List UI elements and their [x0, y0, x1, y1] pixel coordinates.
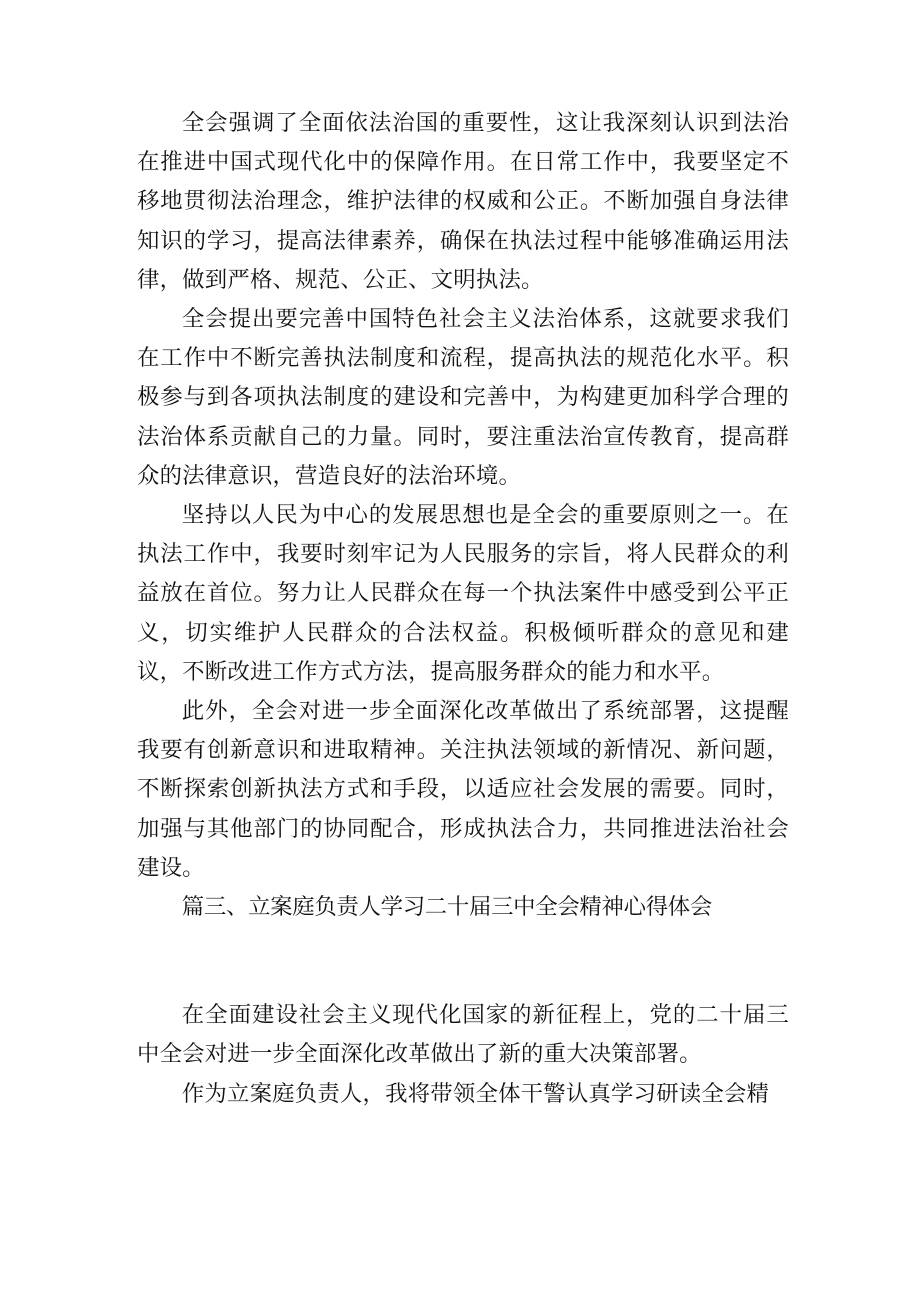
- document-body: [137, 104, 789, 1114]
- paragraph-legal-system: 全会提出要完善中国特色社会主义法治体系，这就要求我们在工作中不断完善执法制度和流程，提高执法的规范化水平。积极参与到各项执法制度的建设和完善中，为构建更加科学合理的法治体系贡献自己的力量。同时，要注重法治宣传教育，提高群众的法律意识，营造良好的法治环境。: [137, 306, 789, 489]
- section-heading: 篇三、立案庭负责人学习二十届三中全会精神心得体会: [181, 894, 712, 921]
- paragraph-reform: 此外，全会对进一步全面深化改革做出了系统部署，这提醒我要有创新意识和进取精神。关注执法领域的新情况、新问题，不断探索创新执法方式和手段，以适应社会发展的需要。同时，加强与其他部门的协同配合，形成执法合力，共同推进法治社会建设。: [137, 698, 789, 881]
- section-paragraph-intro: 在全面建设社会主义现代化国家的新征程上，党的二十届三中全会对进一步全面深化改革做出了新的重大决策部署。: [137, 1002, 789, 1068]
- paragraph-rule-of-law: 全会强调了全面依法治国的重要性，这让我深刻认识到法治在推进中国式现代化中的保障作用。在日常工作中，我要坚定不移地贯彻法治理念，维护法律的权威和公正。不断加强自身法律知识的学习，提高法律素养，确保在执法过程中能够准确运用法律，做到严格、规范、公正、文明执法。: [137, 110, 789, 293]
- section-paragraph-continued: 作为立案庭负责人，我将带领全体干警认真学习研读全会精: [181, 1080, 770, 1107]
- paragraph-people-centered: 坚持以人民为中心的发展思想也是全会的重要原则之一。在执法工作中，我要时刻牢记为人民服务的宗旨，将人民群众的利益放在首位。努力让人民群众在每一个执法案件中感受到公平正义，切实维护人民群众的合法权益。积极倾听群众的意见和建议，不断改进工作方式方法，提高服务群众的能力和水平。: [137, 502, 789, 685]
